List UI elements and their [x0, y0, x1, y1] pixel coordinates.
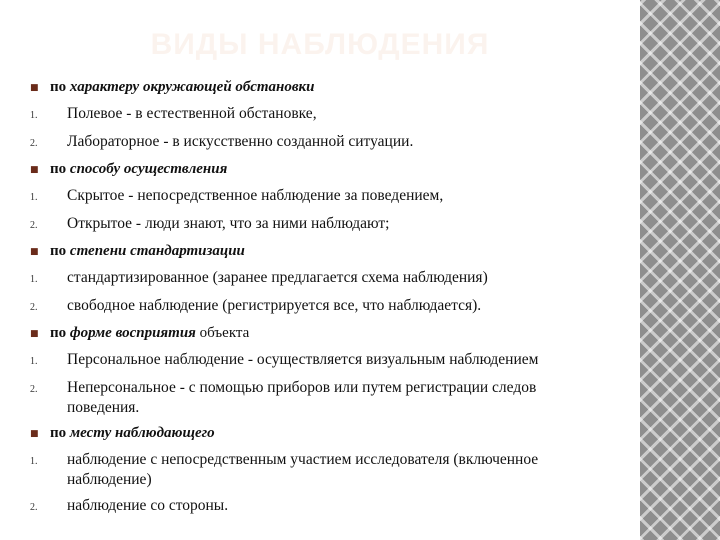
list-item-text: Персональное наблюдение - осуществляется визуальным наблюдением	[67, 351, 539, 368]
square-bullet-icon: ■	[30, 329, 39, 339]
list-item-text: Скрытое - непосредственное наблюдение за поведением,	[67, 187, 444, 204]
list-item-text: Лабораторное - в искусственно созданной ситуации.	[67, 133, 414, 150]
list-item	[30, 378, 585, 418]
category-text: по способу осуществления	[50, 161, 228, 177]
slide-content	[30, 78, 585, 524]
list-number: 2.	[30, 302, 38, 313]
category-text: по месту наблюдающего	[50, 425, 215, 441]
list-number: 2.	[30, 220, 38, 231]
list-item	[30, 186, 585, 208]
list-number: 1.	[30, 110, 38, 121]
list-item-text: наблюдение со стороны.	[67, 497, 229, 514]
list-number: 1.	[30, 192, 38, 203]
list-item-text: Полевое - в естественной обстановке,	[67, 105, 317, 122]
decorative-side-strip	[640, 0, 720, 540]
list-item-text: Открытое - люди знают, что за ними наблюдают;	[67, 215, 390, 232]
list-item	[30, 296, 585, 318]
category-heading	[30, 78, 585, 98]
list-number: 1.	[30, 274, 38, 285]
list-number: 2.	[30, 502, 38, 513]
category-heading	[30, 160, 585, 180]
list-number: 1.	[30, 356, 38, 367]
square-bullet-icon: ■	[30, 429, 39, 439]
list-number: 2.	[30, 138, 38, 149]
list-item-text: стандартизированное (заранее предлагается схема наблюдения)	[67, 269, 488, 286]
square-bullet-icon: ■	[30, 247, 39, 257]
square-bullet-icon: ■	[30, 83, 39, 93]
group-3	[30, 242, 585, 318]
list-item-text: наблюдение с непосредственным участием исследователя (включенное наблюдение)	[67, 451, 539, 488]
list-item	[30, 104, 585, 126]
list-item	[30, 450, 585, 490]
group-5	[30, 424, 585, 518]
list-item	[30, 132, 585, 154]
list-item-text: свободное наблюдение (регистрируется все, что наблюдается).	[67, 297, 482, 314]
group-1	[30, 78, 585, 154]
square-bullet-icon: ■	[30, 165, 39, 175]
list-item-text: Неперсональное - с помощью приборов или путем регистрации следов поведения.	[67, 379, 537, 416]
group-2	[30, 160, 585, 236]
category-heading	[30, 424, 585, 444]
list-item	[30, 496, 585, 518]
list-number: 2.	[30, 384, 38, 395]
category-text: по форме восприятия объекта	[50, 325, 250, 341]
list-item	[30, 268, 585, 290]
category-heading	[30, 242, 585, 262]
category-text: по характеру окружающей обстановки	[50, 79, 315, 95]
category-heading	[30, 324, 585, 344]
slide-title: ВИДЫ НАБЛЮДЕНИЯ	[150, 28, 490, 61]
category-text: по степени стандартизации	[50, 243, 245, 259]
group-4	[30, 324, 585, 418]
list-number: 1.	[30, 456, 38, 467]
list-item	[30, 214, 585, 236]
list-item	[30, 350, 585, 372]
